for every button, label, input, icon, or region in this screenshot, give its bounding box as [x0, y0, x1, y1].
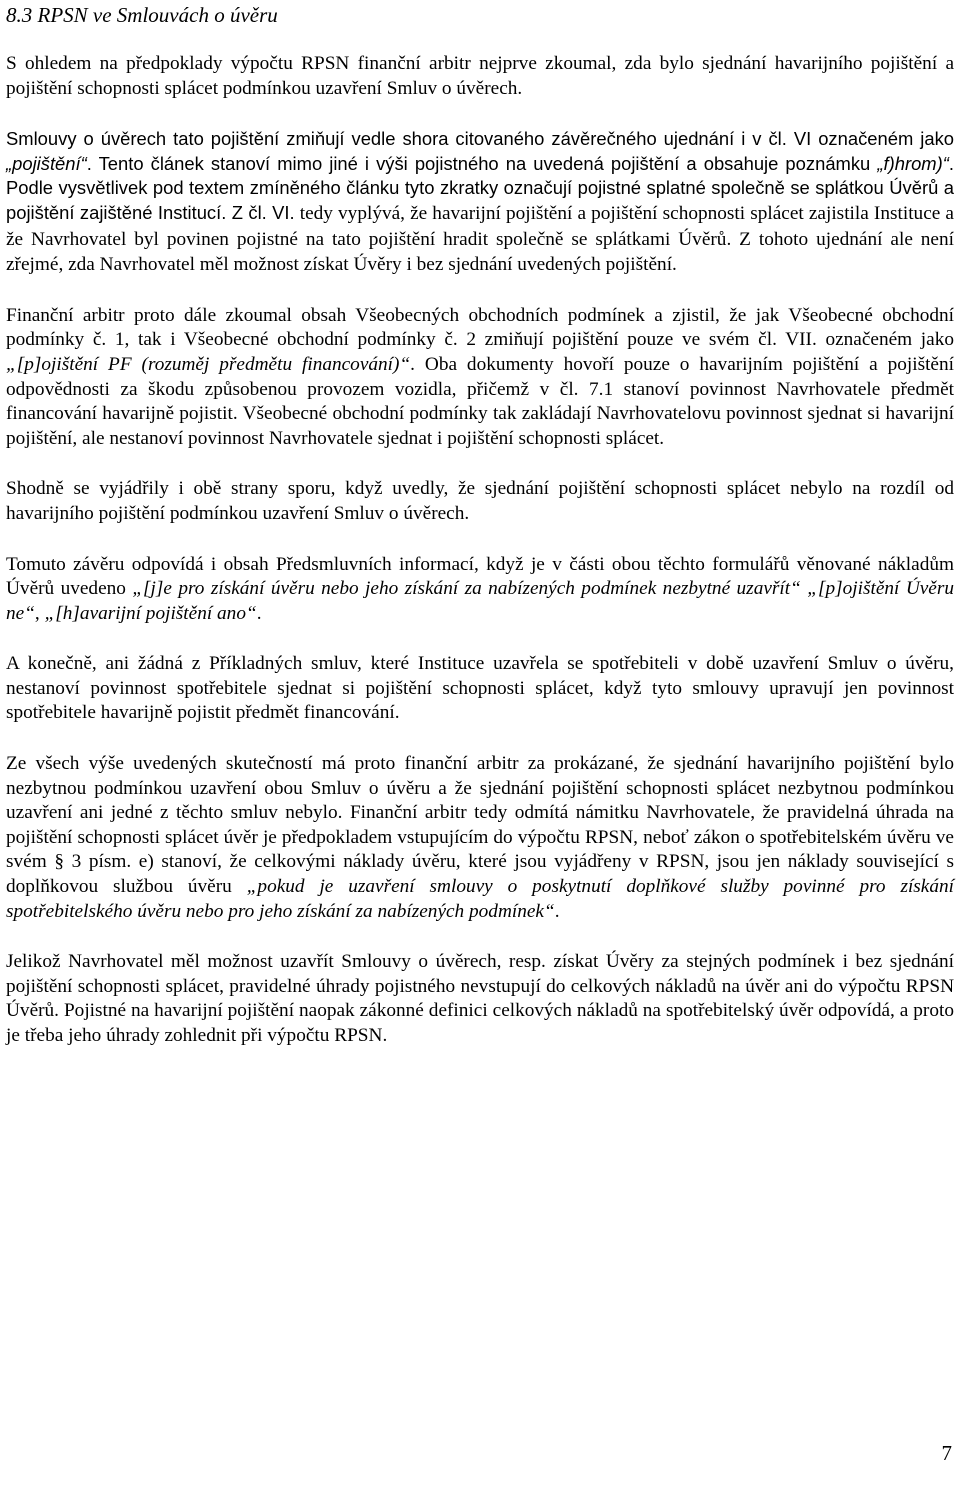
paragraph-5-text-a: Tomuto závěru odpovídá i obsah Předsmluvních informací, když je v části obou těchto formulářů věnované nákladům Úvěrů uvedeno	[6, 553, 954, 600]
paragraph-3-text-a: Finanční arbitr proto dále zkoumal obsah Všeobecných obchodních podmínek a zjistil, že jak Všeobecné obchodní podmínky č. 1, tak i Všeobecné obchodní podmínky č. 2 zmiňují pojištění pouze ve svém čl. VII. označeném jako	[6, 304, 954, 351]
paragraph-6-text: A konečně, ani žádná z Příkladných smluv, které Instituce uzavřela se spotřebiteli v době uzavření Smluv o úvěru, nestanoví povinnost spotřebitele sjednat si pojištění schopnosti splácet, když tyto smlouvy upravují jen povinnost spotřebitele havarijně pojistit předmět financování.	[6, 653, 954, 724]
paragraph-2	[6, 127, 954, 278]
paragraph-5-text-c: ,	[34, 602, 45, 624]
paragraph-2-text-c: . Podle vysvětlivek pod textem zmíněného článku tyto zkratky označují pojistné splatné společně se splátkou Úvěrů a pojištění zajištěné Institucí. Z čl. VI.	[6, 152, 954, 223]
section-heading: 8.3 RPSN ve Smlouvách o úvěru	[6, 3, 278, 27]
paragraph-4-text: Shodně se vyjádřily i obě strany sporu, když uvedly, že sjednání pojištění schopnosti splácet nebylo na rozdíl od havarijního pojištění podmínkou uzavření Smluv o úvěrech.	[6, 478, 954, 524]
paragraph-7	[6, 752, 954, 924]
page-number: 7	[941, 1441, 952, 1465]
paragraph-5-quote-c: „[h]avarijní pojištění ano“	[44, 602, 257, 624]
paragraph-2-text-b: . Tento článek stanoví mimo jiné i výši pojistného na uvedená pojištění a obsahuje poznámku	[86, 152, 878, 174]
paragraph-7-text-a: Ze všech výše uvedených skutečností má proto finanční arbitr za prokázané, že sjednání havarijního pojištění bylo nezbytnou podmínkou uzavření obou Smluv o úvěru a že sjednání pojištění schopnosti splácet nezbytnou podmínkou uzavření ani jedné z těchto smluv nebylo. Finanční arbitr tedy odmítá námitku Navrhovatele, že pravidelná úhrada na pojištění schopnosti splácet úvěr je předpokladem vstupujícím do výpočtu RPSN, neboť zákon o spotřebitelském úvěru ve svém § 3 písm. e) stanoví, že celkovými náklady úvěru, které jsou vyjádřeny v RPSN, jsou jen náklady související s doplňkovou službou úvěru	[6, 753, 954, 898]
paragraph-2-quote-b: „f)hrom)“	[877, 152, 949, 174]
document-page	[6, 0, 954, 1049]
paragraph-5-quote-b: „[p]ojištění Úvěru ne“	[6, 578, 955, 624]
paragraph-1	[6, 52, 954, 101]
paragraph-4	[6, 477, 954, 526]
paragraph-1-text: S ohledem na předpoklady výpočtu RPSN finanční arbitr nejprve zkoumal, zda bylo sjednání havarijního pojištění a pojištění schopnosti splácet podmínkou uzavření Smluv o úvěrech.	[6, 53, 954, 99]
paragraph-7-text-b: .	[554, 900, 560, 922]
paragraph-8	[6, 950, 954, 1048]
paragraph-5	[6, 553, 954, 627]
paragraph-8-text: Jelikož Navrhovatel měl možnost uzavřít Smlouvy o úvěrech, resp. získat Úvěry za stejných podmínek i bez sjednání pojištění schopnosti splácet, pravidelné úhrady pojistného nevstupují do celkových nákladů na úvěr ani do výpočtu RPSN Úvěrů. Pojistné na havarijní pojištění naopak zákonné definici celkových nákladů na spotřebitelský úvěr odpovídá, a proto je třeba jeho úhrady zohlednit při výpočtu RPSN.	[6, 951, 954, 1046]
paragraph-2-text-a: Smlouvy o úvěrech tato pojištění zmiňují vedle shora citovaného závěrečného ujednání i v čl. VI označeném jako	[6, 128, 954, 150]
paragraph-3-quote-a: „[p]ojištění PF (rozuměj předmětu financování)“	[6, 353, 411, 375]
paragraph-5-text-d: .	[256, 602, 262, 624]
paragraph-7-quote-a: „pokud je uzavření smlouvy o poskytnutí doplňkové služby povinné pro získání spotřebitelského úvěru nebo pro jeho získání za nabízených podmínek“	[6, 876, 955, 922]
paragraph-2-text-d: tedy vyplývá, že havarijní pojištění a pojištění schopnosti splácet zajistila Instituce a že Navrhovatel byl povinen pojistné na tato pojištění hradit společně se splátkami Úvěrů. Z tohoto ujednání ale není zřejmé, zda Navrhovatel měl možnost získat Úvěry i bez sjednání uvedených pojištění.	[6, 202, 954, 276]
paragraph-5-quote-a: „[j]e pro získání úvěru nebo jeho získání za nabízených podmínek nezbytné uzavřít“	[132, 578, 801, 600]
paragraph-3	[6, 304, 954, 452]
paragraph-2-quote-a: „pojištění“	[6, 152, 87, 174]
paragraph-3-text-b: . Oba dokumenty hovoří pouze o havarijním pojištění a pojištění odpovědnosti za škodu způsobenou provozem vozidla, přičemž v čl. 7.1 stanoví povinnost Navrhovatele předmět financování havarijně pojistit. Všeobecné obchodní podmínky tak zakládají Navrhovatelovu povinnost sjednat si havarijní pojištění, ale nestanoví povinnost Navrhovatele sjednat i pojištění schopnosti splácet.	[6, 353, 954, 449]
paragraph-6	[6, 652, 954, 726]
